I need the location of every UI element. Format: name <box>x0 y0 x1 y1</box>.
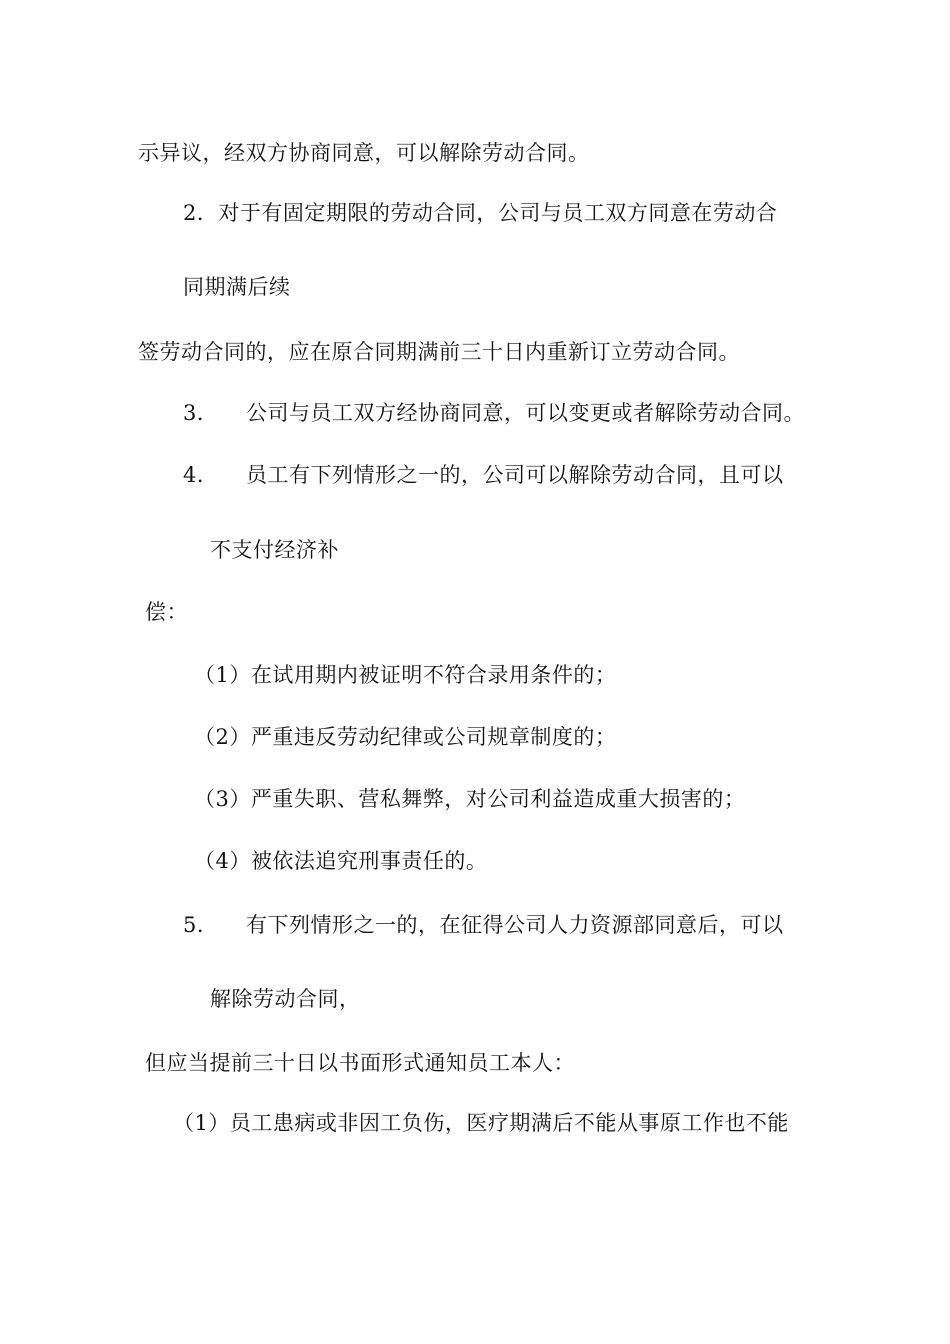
paragraph-line: 但应当提前三十日以书面形式通知员工本人： <box>145 1051 575 1075</box>
list-item: （1）员工患病或非因工负伤，医疗期满后不能从事原工作也不能 <box>173 1111 789 1135</box>
list-item: （1）在试用期内被证明不符合录用条件的； <box>194 663 617 687</box>
item-number: 3． <box>183 401 219 425</box>
paragraph-line: 同期满后续 <box>183 275 291 299</box>
item-number: 5． <box>183 913 219 937</box>
paragraph-line: 不支付经济补 <box>210 538 339 562</box>
item-text: 有下列情形之一的，在征得公司人力资源部同意后，可以 <box>246 913 784 937</box>
item-text: 员工有下列情形之一的，公司可以解除劳动合同，且可以 <box>246 463 784 487</box>
list-item: （2）严重违反劳动纪律或公司规章制度的； <box>194 725 617 749</box>
paragraph-line: 解除劳动合同， <box>210 987 361 1011</box>
numbered-item-3 <box>183 398 805 428</box>
item-text: 公司与员工双方经协商同意，可以变更或者解除劳动合同。 <box>246 401 805 425</box>
numbered-item-5 <box>183 910 784 940</box>
list-item: （3）严重失职、营私舞弊，对公司利益造成重大损害的； <box>194 787 746 811</box>
list-item: （4）被依法追究刑事责任的。 <box>194 849 488 873</box>
paragraph-line: 示异议，经双方协商同意，可以解除劳动合同。 <box>138 141 590 165</box>
paragraph-line: 2．对于有固定期限的劳动合同，公司与员工双方同意在劳动合 <box>183 201 778 225</box>
paragraph-line: 偿： <box>145 600 188 624</box>
paragraph-line: 签劳动合同的，应在原合同期满前三十日内重新订立劳动合同。 <box>138 340 740 364</box>
numbered-item-4 <box>183 460 784 490</box>
item-number: 4． <box>183 463 219 487</box>
